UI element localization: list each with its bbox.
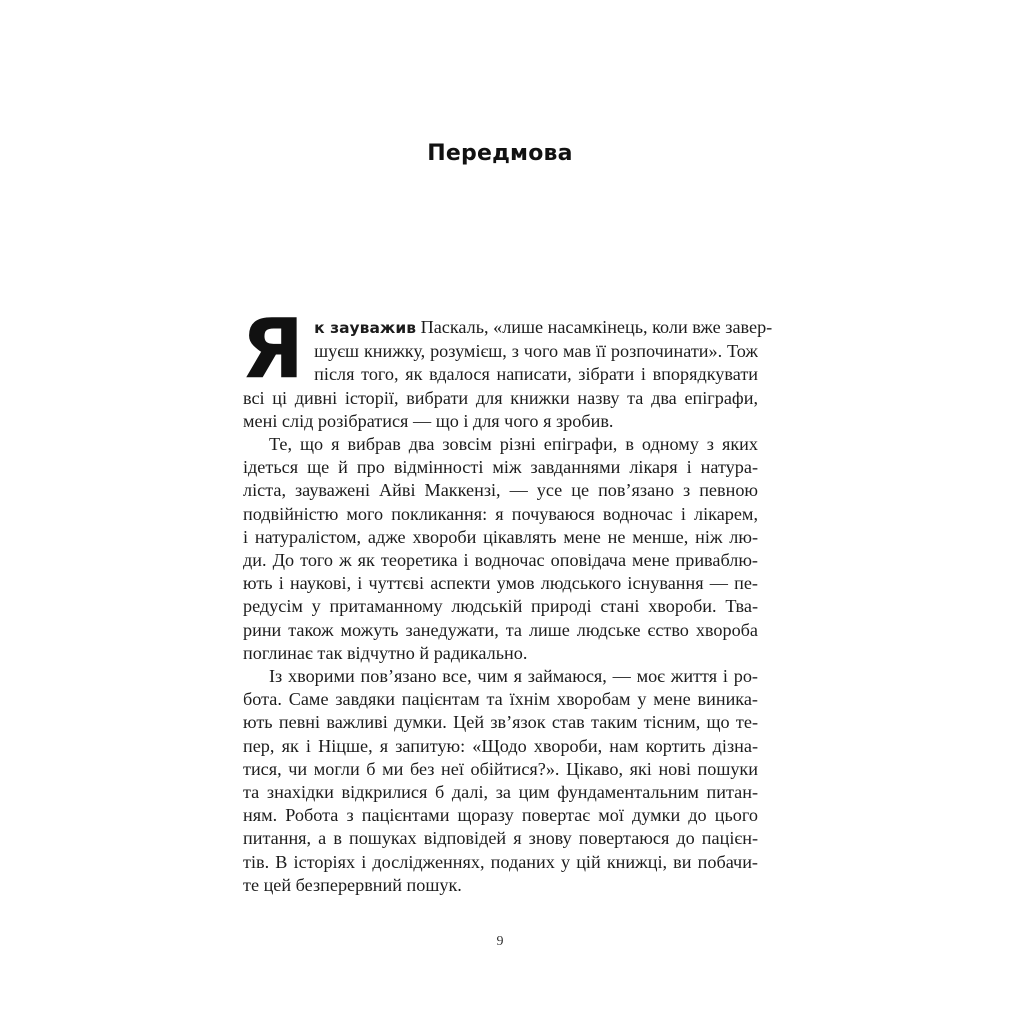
paragraph-3 bbox=[243, 665, 758, 897]
page-number: 9 bbox=[496, 934, 504, 949]
text-line: ліста, зауважені Айві Маккензі, — усе це пов’язано з певною bbox=[243, 480, 758, 501]
text-line: мені слід розібратися — що і для чого я зробив. bbox=[243, 410, 614, 431]
text-line: те цей безперервний пошук. bbox=[243, 874, 462, 895]
text-line: ди. До того ж як теоретика і водночас оповідача мене приваблю- bbox=[243, 550, 758, 571]
text-line: питання, а в пошуках відповідей я знову повертаюся до пацієн- bbox=[243, 828, 758, 849]
text-line: всі ці дивні історії, вибрати для книжки назву та два епіграфи, bbox=[243, 387, 758, 408]
text-line: ють і наукові, і чуттєві аспекти умов людського існування — пе- bbox=[243, 573, 758, 594]
paragraph-1 bbox=[241, 302, 773, 433]
text-line: Те, що я вибрав два зовсім різні епіграфи, в одному з яких bbox=[269, 434, 758, 455]
drop-cap: Я bbox=[241, 302, 305, 397]
text-line: подвійністю мого покликання: я почуваюся водночас і лікарем, bbox=[243, 503, 758, 524]
text-line: ють певні важливі думки. Цей зв’язок став таким тісним, що те- bbox=[243, 712, 758, 733]
paragraph-2 bbox=[243, 433, 758, 665]
text-line: рини також можуть занедужати, та лише людське єство хвороба bbox=[243, 619, 758, 640]
text-line: шуєш книжку, розумієш, з чого мав її розпочинати». Тож bbox=[314, 341, 758, 362]
text-line: редусім у притаманному людській природі стані хвороби. Тва- bbox=[243, 596, 758, 617]
text-line: Із хворими пов’язано все, чим я займаюся, — моє життя і ро- bbox=[269, 666, 758, 687]
text-line: тів. В історіях і дослідженнях, поданих у цій книжці, ви побачи- bbox=[243, 851, 758, 872]
text-line: поглинає так відчутно й радикально. bbox=[243, 642, 528, 663]
text-line: ням. Робота з пацієнтами щоразу повертає мої думки до цього bbox=[243, 805, 758, 826]
page-title: Передмова bbox=[427, 141, 573, 166]
preface-body bbox=[241, 302, 773, 897]
text-line: пер, як і Ніцше, я запитую: «Щодо хвороби, нам кортить дізна- bbox=[243, 735, 758, 756]
text-line: тися, чи могли б ми без неї обійтися?». Цікаво, які нові пошуки bbox=[243, 758, 758, 779]
lead-in: к зауважив bbox=[314, 319, 417, 337]
text-line bbox=[243, 316, 773, 340]
text-line: та знахідки відкрилися б далі, за цим фундаментальним питан- bbox=[243, 782, 758, 803]
text-line: бота. Саме завдяки пацієнтам та їхнім хворобам у мене виника- bbox=[243, 689, 758, 710]
text-line: після того, як вдалося написати, зібрати і впорядкувати bbox=[314, 364, 758, 385]
text-line: ідеться ще й про відмінності між завданнями лікаря і натура- bbox=[243, 457, 758, 478]
text-line: і натуралістом, адже хвороби цікавлять мене не менше, ніж лю- bbox=[243, 526, 758, 547]
text-line-content: Паскаль, «лише насамкінець, коли вже завер- bbox=[416, 317, 773, 337]
